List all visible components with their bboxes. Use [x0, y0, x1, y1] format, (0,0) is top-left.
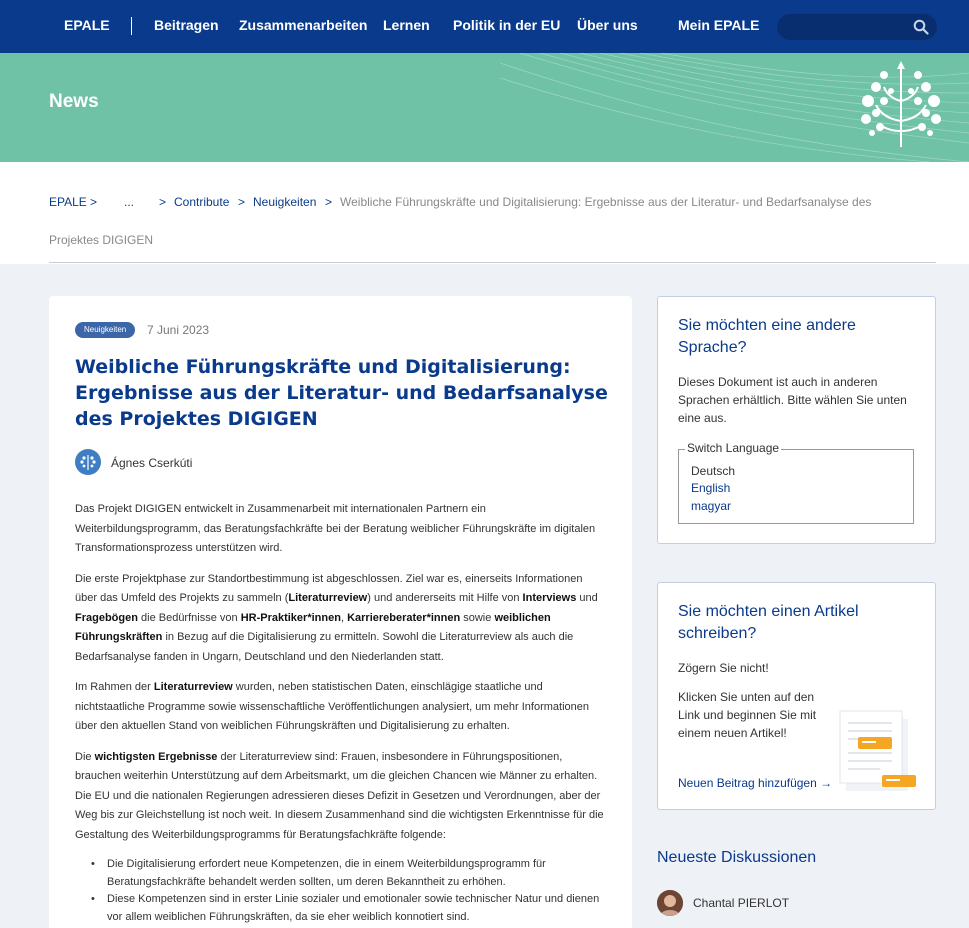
breadcrumb-current-continued: Projektes DIGIGEN [49, 233, 154, 247]
breadcrumb-epale[interactable]: EPALE [49, 195, 87, 209]
author-name[interactable]: Ágnes Cserkúti [111, 456, 193, 470]
nav-item-mein-epale[interactable]: Mein EPALE [678, 17, 760, 33]
list-item: • Die Digitalisierung erfordert neue Kompetenzen, die in einem Weiterbildungsprogramm für Beratungsfachkräfte behandelt werden sollten, um deren Bekanntheit zu erhöhen. [91, 856, 605, 891]
search-input[interactable] [777, 14, 937, 40]
list-item: • Diese Kompetenzen sind in erster Linie sozialer und emotionaler sowie technischer Natur und dienen vor allem weiblichen Führungskräften, da sie eher weiblich konnotiert sind. [91, 891, 605, 926]
nav-item-ueber-uns[interactable]: Über uns [577, 17, 638, 33]
paragraph: Das Projekt DIGIGEN entwickelt in Zusammenarbeit mit internationalen Partnern ein Weiterbildungsprogramm, das Beratungsfachkräfte bei der Beratung weiblicher Führungskräfte im digitalen Transformationsprozess unterstützen wird. [75, 503, 596, 554]
write-article-text: Klicken Sie unten auf den Link und beginnen Sie mit einem neuen Artikel! [678, 690, 817, 740]
language-box [657, 296, 936, 544]
nav-item-beitragen[interactable]: Beitragen [154, 17, 219, 33]
write-article-box [657, 582, 936, 810]
breadcrumb-current: Weibliche Führungskräfte und Digitalisierung: Ergebnisse aus der Literatur- und Bedarfsanalyse des [340, 195, 872, 209]
epale-logo-icon [75, 449, 101, 475]
divider [49, 262, 936, 263]
language-box-title: Sie möchten eine andere Sprache? [678, 317, 856, 356]
avatar[interactable] [75, 449, 101, 475]
nav-epale-home[interactable]: EPALE [64, 17, 110, 33]
nav-item-zusammenarbeiten[interactable]: Zusammenarbeiten [239, 17, 368, 33]
chevron-right-icon: > [238, 195, 246, 209]
breadcrumb-ellipsis[interactable]: ... [124, 195, 135, 209]
language-option-english[interactable]: English [691, 481, 731, 495]
language-option-magyar[interactable]: magyar [691, 499, 732, 513]
publish-date: 7 Juni 2023 [147, 323, 210, 337]
top-navigation [0, 0, 969, 53]
avatar[interactable] [657, 890, 683, 916]
write-article-title: Sie möchten einen Artikel schreiben? [678, 603, 859, 642]
article-title: Weibliche Führungskräfte und Digitalisierung: Ergebnisse aus der Literatur- und Bedarfsanalyse des Projektes DIGIGEN [75, 356, 608, 430]
discussion-author[interactable]: Chantal PIERLOT [693, 896, 790, 910]
tree-logo-icon [858, 61, 944, 147]
discussions-title: Neueste Diskussionen [657, 849, 817, 866]
document-illustration-icon [836, 705, 920, 793]
language-switcher [678, 441, 914, 524]
chevron-right-icon: > [159, 195, 167, 209]
page-title: News [49, 91, 99, 112]
add-article-link[interactable]: Neuen Beitrag hinzufügen → [678, 776, 833, 790]
nav-divider [131, 17, 132, 35]
write-article-prompt: Zögern Sie nicht! [678, 661, 769, 675]
language-current: Deutsch [691, 464, 736, 478]
language-box-text: Dieses Dokument ist auch in anderen Sprachen erhältlich. Bitte wählen Sie unten eine aus. [678, 375, 907, 425]
hero-banner [0, 53, 969, 162]
chevron-right-icon: > [90, 195, 98, 209]
paragraph: Die erste Projektphase zur Standortbestimmung ist abgeschlossen. Ziel war es, einerseits Informationen über das Umfeld des Projekts zu sammeln (Literaturreview) und andererseits mit Hilfe von Interviews und Fragebögen die Bedürfnisse von HR-Praktiker*innen, Karriereberater*innen sowie weiblichen Führungskräften in Bezug auf die Digitalisierung zu ermitteln. Sowohl die Literaturreview als auch die Bedarfsanalyse fanden in Ungarn, Deutschland und den Niederlanden statt. [75, 572, 598, 663]
user-avatar-icon [657, 890, 683, 916]
search-icon[interactable] [913, 19, 929, 35]
breadcrumb [0, 162, 969, 264]
nav-item-politik[interactable]: Politik in der EU [453, 17, 561, 33]
breadcrumb-contribute[interactable]: Contribute [174, 195, 230, 209]
nav-item-lernen[interactable]: Lernen [383, 17, 430, 33]
chevron-right-icon: > [325, 195, 333, 209]
language-switcher-legend: Switch Language [687, 441, 780, 455]
category-badge[interactable]: Neuigkeiten [75, 322, 135, 338]
paragraph: Die wichtigsten Ergebnisse der Literaturreview sind: Frauen, insbesondere in Führungspositionen, brauchen weiterhin Unterstützung auf dem Arbeitsmarkt, um die gleichen Chancen wie Männer zu erhalten. Die EU und die nationalen Regierungen adressieren dieses Defizit in Gesetzen und Verordnungen, aber der Weg bis zur Gleichstellung ist noch weit. In diesem Zusammenhand sind die wichtigsten Erkenntnisse für die Gestaltung des Weiterbildungsprogramms für Beratungsfachkräfte folgende: [75, 750, 604, 841]
article-body [75, 500, 605, 926]
article-card [49, 296, 632, 928]
paragraph: Im Rahmen der Literaturreview wurden, neben statistischen Daten, einschlägige staatliche und nichtstaatliche Programme sowie wissenschaftliche Veröffentlichungen analysiert, um mehr Informationen über den aktuellen Stand von weiblichen Führungskräften und Digitalisierung zu erhalten. [75, 681, 589, 732]
breadcrumb-neuigkeiten[interactable]: Neuigkeiten [253, 195, 317, 209]
bullet-list [75, 856, 605, 926]
